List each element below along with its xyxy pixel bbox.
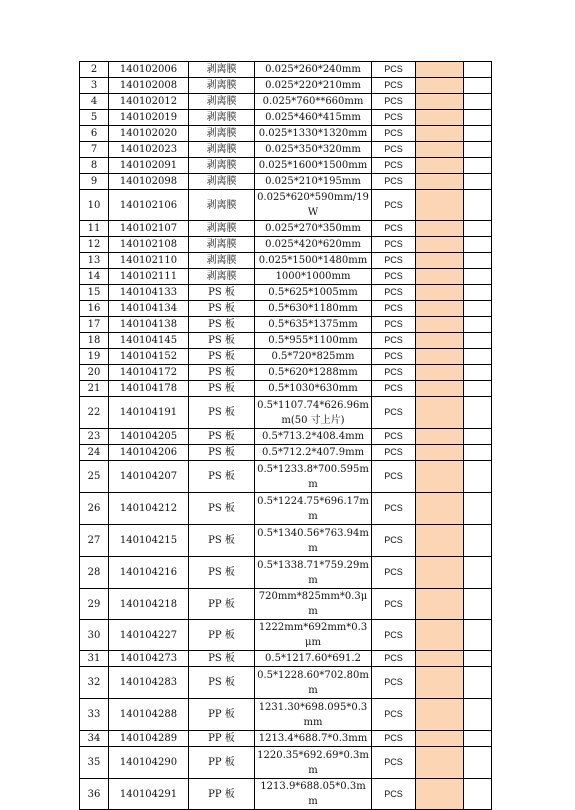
material-code-cell: 140104215	[109, 525, 189, 557]
unit-cell: PCS	[372, 174, 416, 190]
material-code-cell: 140102108	[109, 237, 189, 253]
material-code-cell: 140104191	[109, 397, 189, 429]
specification-cell: 0.5*1217.60*691.2	[255, 651, 372, 667]
unit-cell: PCS	[372, 158, 416, 174]
table-row	[80, 461, 492, 493]
quantity-cell[interactable]	[416, 221, 464, 237]
material-name-cell: PS 板	[189, 285, 255, 301]
material-code-cell: 140104172	[109, 365, 189, 381]
material-code-cell: 140102019	[109, 110, 189, 126]
unit-cell: PCS	[372, 301, 416, 317]
quantity-cell[interactable]	[416, 731, 464, 747]
row-number-cell: 25	[80, 461, 109, 493]
unit-cell: PCS	[372, 110, 416, 126]
remark-cell[interactable]	[464, 620, 492, 651]
material-name-cell: PS 板	[189, 381, 255, 397]
material-code-cell: 140104145	[109, 333, 189, 349]
specification-cell: 0.025*350*320mm	[255, 142, 372, 158]
table-row	[80, 333, 492, 349]
quantity-cell[interactable]	[416, 429, 464, 445]
remark-cell[interactable]	[464, 253, 492, 269]
row-number-cell: 5	[80, 110, 109, 126]
remark-cell[interactable]	[464, 525, 492, 557]
quantity-cell[interactable]	[416, 589, 464, 620]
row-number-cell: 23	[80, 429, 109, 445]
material-name-cell: PP 板	[189, 731, 255, 747]
material-name-cell: PS 板	[189, 525, 255, 557]
specification-cell: 0.025*460*415mm	[255, 110, 372, 126]
unit-cell: PCS	[372, 557, 416, 589]
material-name-cell: 剥离膜	[189, 221, 255, 237]
row-number-cell: 29	[80, 589, 109, 620]
material-name-cell: PS 板	[189, 349, 255, 365]
row-number-cell: 21	[80, 381, 109, 397]
table-row	[80, 126, 492, 142]
material-name-cell: 剥离膜	[189, 190, 255, 221]
quantity-cell[interactable]	[416, 94, 464, 110]
remark-cell[interactable]	[464, 237, 492, 253]
table-row	[80, 557, 492, 589]
row-number-cell: 17	[80, 317, 109, 333]
remark-cell[interactable]	[464, 667, 492, 699]
specification-cell: 0.025*260*240mm	[255, 62, 372, 78]
table-row	[80, 174, 492, 190]
unit-cell: PCS	[372, 365, 416, 381]
quantity-cell[interactable]	[416, 253, 464, 269]
material-name-cell: PS 板	[189, 333, 255, 349]
remark-cell[interactable]	[464, 110, 492, 126]
specification-cell: 0.025*1500*1480mm	[255, 253, 372, 269]
table-row	[80, 317, 492, 333]
material-name-cell: PS 板	[189, 317, 255, 333]
material-code-cell: 140102012	[109, 94, 189, 110]
table-row	[80, 651, 492, 667]
material-name-cell: PS 板	[189, 397, 255, 429]
remark-cell[interactable]	[464, 301, 492, 317]
material-code-cell: 140102107	[109, 221, 189, 237]
table-row	[80, 269, 492, 285]
specification-cell: 0.5*1340.56*763.94mm	[255, 525, 372, 557]
material-code-cell: 140104291	[109, 779, 189, 810]
material-name-cell: PS 板	[189, 301, 255, 317]
material-name-cell: PS 板	[189, 667, 255, 699]
row-number-cell: 14	[80, 269, 109, 285]
material-code-cell: 140104218	[109, 589, 189, 620]
specification-cell: 0.025*210*195mm	[255, 174, 372, 190]
unit-cell: PCS	[372, 190, 416, 221]
specification-cell: 1000*1000mm	[255, 269, 372, 285]
remark-cell[interactable]	[464, 445, 492, 461]
material-table	[79, 61, 492, 810]
row-number-cell: 11	[80, 221, 109, 237]
table-row	[80, 301, 492, 317]
remark-cell[interactable]	[464, 174, 492, 190]
material-name-cell: PS 板	[189, 461, 255, 493]
material-code-cell: 140104207	[109, 461, 189, 493]
row-number-cell: 22	[80, 397, 109, 429]
table-row	[80, 78, 492, 94]
specification-cell: 0.5*1224.75*696.17mm	[255, 493, 372, 525]
unit-cell: PCS	[372, 221, 416, 237]
row-number-cell: 36	[80, 779, 109, 810]
remark-cell[interactable]	[464, 557, 492, 589]
unit-cell: PCS	[372, 285, 416, 301]
table-row	[80, 110, 492, 126]
unit-cell: PCS	[372, 78, 416, 94]
quantity-cell[interactable]	[416, 301, 464, 317]
remark-cell[interactable]	[464, 779, 492, 810]
material-code-cell: 140102008	[109, 78, 189, 94]
unit-cell: PCS	[372, 525, 416, 557]
table-row	[80, 620, 492, 651]
quantity-cell[interactable]	[416, 110, 464, 126]
table-row	[80, 142, 492, 158]
remark-cell[interactable]	[464, 493, 492, 525]
row-number-cell: 19	[80, 349, 109, 365]
row-number-cell: 24	[80, 445, 109, 461]
table-row	[80, 158, 492, 174]
quantity-cell[interactable]	[416, 651, 464, 667]
unit-cell: PCS	[372, 269, 416, 285]
unit-cell: PCS	[372, 62, 416, 78]
material-code-cell: 140104216	[109, 557, 189, 589]
remark-cell[interactable]	[464, 190, 492, 221]
table-row	[80, 397, 492, 429]
row-number-cell: 32	[80, 667, 109, 699]
specification-cell: 0.025*220*210mm	[255, 78, 372, 94]
quantity-cell[interactable]	[416, 237, 464, 253]
remark-cell[interactable]	[464, 221, 492, 237]
table-row	[80, 525, 492, 557]
material-code-cell: 140104152	[109, 349, 189, 365]
unit-cell: PCS	[372, 620, 416, 651]
unit-cell: PCS	[372, 142, 416, 158]
specification-cell: 720mm*825mm*0.3μm	[255, 589, 372, 620]
quantity-cell[interactable]	[416, 620, 464, 651]
unit-cell: PCS	[372, 381, 416, 397]
specification-cell: 0.5*620*1288mm	[255, 365, 372, 381]
material-name-cell: 剥离膜	[189, 253, 255, 269]
material-code-cell: 140104206	[109, 445, 189, 461]
specification-cell: 0.5*712.2*407.9mm	[255, 445, 372, 461]
table-row	[80, 94, 492, 110]
row-number-cell: 12	[80, 237, 109, 253]
unit-cell: PCS	[372, 333, 416, 349]
row-number-cell: 18	[80, 333, 109, 349]
material-name-cell: 剥离膜	[189, 237, 255, 253]
unit-cell: PCS	[372, 317, 416, 333]
unit-cell: PCS	[372, 429, 416, 445]
row-number-cell: 7	[80, 142, 109, 158]
row-number-cell: 10	[80, 190, 109, 221]
material-name-cell: PS 板	[189, 365, 255, 381]
quantity-cell[interactable]	[416, 525, 464, 557]
remark-cell[interactable]	[464, 158, 492, 174]
table-row	[80, 779, 492, 810]
quantity-cell[interactable]	[416, 269, 464, 285]
table-row	[80, 253, 492, 269]
quantity-cell[interactable]	[416, 317, 464, 333]
specification-cell: 0.5*1030*630mm	[255, 381, 372, 397]
quantity-cell[interactable]	[416, 190, 464, 221]
specification-cell: 0.025*270*350mm	[255, 221, 372, 237]
specification-cell: 0.025*420*620mm	[255, 237, 372, 253]
specification-cell: 0.025*1330*1320mm	[255, 126, 372, 142]
row-number-cell: 30	[80, 620, 109, 651]
material-code-cell: 140104290	[109, 747, 189, 779]
row-number-cell: 27	[80, 525, 109, 557]
specification-cell: 0.5*630*1180mm	[255, 301, 372, 317]
unit-cell: PCS	[372, 94, 416, 110]
material-code-cell: 140104178	[109, 381, 189, 397]
quantity-cell[interactable]	[416, 493, 464, 525]
material-code-cell: 140104227	[109, 620, 189, 651]
material-name-cell: PS 板	[189, 429, 255, 445]
quantity-cell[interactable]	[416, 779, 464, 810]
specification-cell: 0.5*1338.71*759.29mm	[255, 557, 372, 589]
table-row	[80, 493, 492, 525]
material-code-cell: 140104134	[109, 301, 189, 317]
row-number-cell: 9	[80, 174, 109, 190]
row-number-cell: 34	[80, 731, 109, 747]
material-name-cell: PS 板	[189, 493, 255, 525]
table-row	[80, 349, 492, 365]
remark-cell[interactable]	[464, 269, 492, 285]
unit-cell: PCS	[372, 349, 416, 365]
remark-cell[interactable]	[464, 429, 492, 445]
table-row	[80, 445, 492, 461]
material-code-cell: 140102098	[109, 174, 189, 190]
row-number-cell: 31	[80, 651, 109, 667]
row-number-cell: 28	[80, 557, 109, 589]
remark-cell[interactable]	[464, 126, 492, 142]
specification-cell: 0.5*1233.8*700.595mm	[255, 461, 372, 493]
remark-cell[interactable]	[464, 78, 492, 94]
material-name-cell: 剥离膜	[189, 94, 255, 110]
material-name-cell: PP 板	[189, 747, 255, 779]
remark-cell[interactable]	[464, 333, 492, 349]
table-row	[80, 667, 492, 699]
specification-cell: 1213.4*688.7*0.3mm	[255, 731, 372, 747]
remark-cell[interactable]	[464, 731, 492, 747]
specification-cell: 0.025*1600*1500mm	[255, 158, 372, 174]
material-code-cell: 140104138	[109, 317, 189, 333]
remark-cell[interactable]	[464, 94, 492, 110]
table-row	[80, 589, 492, 620]
row-number-cell: 16	[80, 301, 109, 317]
specification-cell: 0.5*635*1375mm	[255, 317, 372, 333]
material-name-cell: 剥离膜	[189, 269, 255, 285]
material-code-cell: 140102020	[109, 126, 189, 142]
quantity-cell[interactable]	[416, 445, 464, 461]
row-number-cell: 13	[80, 253, 109, 269]
material-name-cell: PP 板	[189, 779, 255, 810]
material-code-cell: 140104212	[109, 493, 189, 525]
row-number-cell: 15	[80, 285, 109, 301]
material-code-cell: 140104133	[109, 285, 189, 301]
table-row	[80, 381, 492, 397]
material-code-cell: 140104205	[109, 429, 189, 445]
unit-cell: PCS	[372, 651, 416, 667]
remark-cell[interactable]	[464, 142, 492, 158]
specification-cell: 0.025*760**660mm	[255, 94, 372, 110]
unit-cell: PCS	[372, 779, 416, 810]
quantity-cell[interactable]	[416, 174, 464, 190]
material-name-cell: 剥离膜	[189, 62, 255, 78]
unit-cell: PCS	[372, 731, 416, 747]
table-row	[80, 731, 492, 747]
material-name-cell: 剥离膜	[189, 158, 255, 174]
specification-cell: 1231.30*698.095*0.3mm	[255, 699, 372, 731]
specification-cell: 0.5*713.2*408.4mm	[255, 429, 372, 445]
material-code-cell: 140104283	[109, 667, 189, 699]
material-code-cell: 140102110	[109, 253, 189, 269]
table-row	[80, 190, 492, 221]
material-code-cell: 140102111	[109, 269, 189, 285]
unit-cell: PCS	[372, 747, 416, 779]
row-number-cell: 3	[80, 78, 109, 94]
row-number-cell: 4	[80, 94, 109, 110]
material-name-cell: PS 板	[189, 651, 255, 667]
unit-cell: PCS	[372, 445, 416, 461]
quantity-cell[interactable]	[416, 285, 464, 301]
unit-cell: PCS	[372, 493, 416, 525]
material-name-cell: PP 板	[189, 589, 255, 620]
quantity-cell[interactable]	[416, 397, 464, 429]
table-row	[80, 429, 492, 445]
table-row	[80, 221, 492, 237]
quantity-cell[interactable]	[416, 126, 464, 142]
remark-cell[interactable]	[464, 397, 492, 429]
specification-cell: 0.5*955*1100mm	[255, 333, 372, 349]
quantity-cell[interactable]	[416, 349, 464, 365]
unit-cell: PCS	[372, 397, 416, 429]
material-code-cell: 140102091	[109, 158, 189, 174]
material-name-cell: 剥离膜	[189, 110, 255, 126]
material-name-cell: 剥离膜	[189, 174, 255, 190]
row-number-cell: 20	[80, 365, 109, 381]
table-row	[80, 365, 492, 381]
material-name-cell: PS 板	[189, 557, 255, 589]
row-number-cell: 8	[80, 158, 109, 174]
material-code-cell: 140104289	[109, 731, 189, 747]
remark-cell[interactable]	[464, 651, 492, 667]
row-number-cell: 2	[80, 62, 109, 78]
unit-cell: PCS	[372, 237, 416, 253]
row-number-cell: 35	[80, 747, 109, 779]
row-number-cell: 26	[80, 493, 109, 525]
specification-cell: 1222mm*692mm*0.3μm	[255, 620, 372, 651]
material-name-cell: PS 板	[189, 445, 255, 461]
quantity-cell[interactable]	[416, 557, 464, 589]
remark-cell[interactable]	[464, 365, 492, 381]
remark-cell[interactable]	[464, 349, 492, 365]
material-code-cell: 140104288	[109, 699, 189, 731]
unit-cell: PCS	[372, 667, 416, 699]
unit-cell: PCS	[372, 126, 416, 142]
remark-cell[interactable]	[464, 381, 492, 397]
row-number-cell: 33	[80, 699, 109, 731]
table-body	[80, 62, 492, 810]
unit-cell: PCS	[372, 461, 416, 493]
quantity-cell[interactable]	[416, 667, 464, 699]
specification-cell: 0.5*625*1005mm	[255, 285, 372, 301]
quantity-cell[interactable]	[416, 381, 464, 397]
material-name-cell: 剥离膜	[189, 142, 255, 158]
table-row	[80, 237, 492, 253]
table-row	[80, 62, 492, 78]
quantity-cell[interactable]	[416, 78, 464, 94]
row-number-cell: 6	[80, 126, 109, 142]
material-name-cell: PP 板	[189, 620, 255, 651]
material-code-cell: 140102006	[109, 62, 189, 78]
material-name-cell: 剥离膜	[189, 78, 255, 94]
material-name-cell: PP 板	[189, 699, 255, 731]
material-code-cell: 140102106	[109, 190, 189, 221]
material-name-cell: 剥离膜	[189, 126, 255, 142]
table-row	[80, 285, 492, 301]
quantity-cell[interactable]	[416, 365, 464, 381]
quantity-cell[interactable]	[416, 699, 464, 731]
remark-cell[interactable]	[464, 285, 492, 301]
specification-cell: 1213.9*688.05*0.3mm	[255, 779, 372, 810]
remark-cell[interactable]	[464, 62, 492, 78]
quantity-cell[interactable]	[416, 461, 464, 493]
remark-cell[interactable]	[464, 317, 492, 333]
unit-cell: PCS	[372, 589, 416, 620]
specification-cell: 0.5*1228.60*702.80mm	[255, 667, 372, 699]
specification-cell: 0.5*1107.74*626.96mm(50 寸上片)	[255, 397, 372, 429]
table-row	[80, 699, 492, 731]
remark-cell[interactable]	[464, 699, 492, 731]
remark-cell[interactable]	[464, 589, 492, 620]
unit-cell: PCS	[372, 253, 416, 269]
remark-cell[interactable]	[464, 461, 492, 493]
specification-cell: 0.5*720*825mm	[255, 349, 372, 365]
specification-cell: 1220.35*692.69*0.3mm	[255, 747, 372, 779]
material-code-cell: 140102023	[109, 142, 189, 158]
quantity-cell[interactable]	[416, 62, 464, 78]
quantity-cell[interactable]	[416, 142, 464, 158]
quantity-cell[interactable]	[416, 158, 464, 174]
specification-cell: 0.025*620*590mm/19W	[255, 190, 372, 221]
unit-cell: PCS	[372, 699, 416, 731]
material-code-cell: 140104273	[109, 651, 189, 667]
quantity-cell[interactable]	[416, 333, 464, 349]
